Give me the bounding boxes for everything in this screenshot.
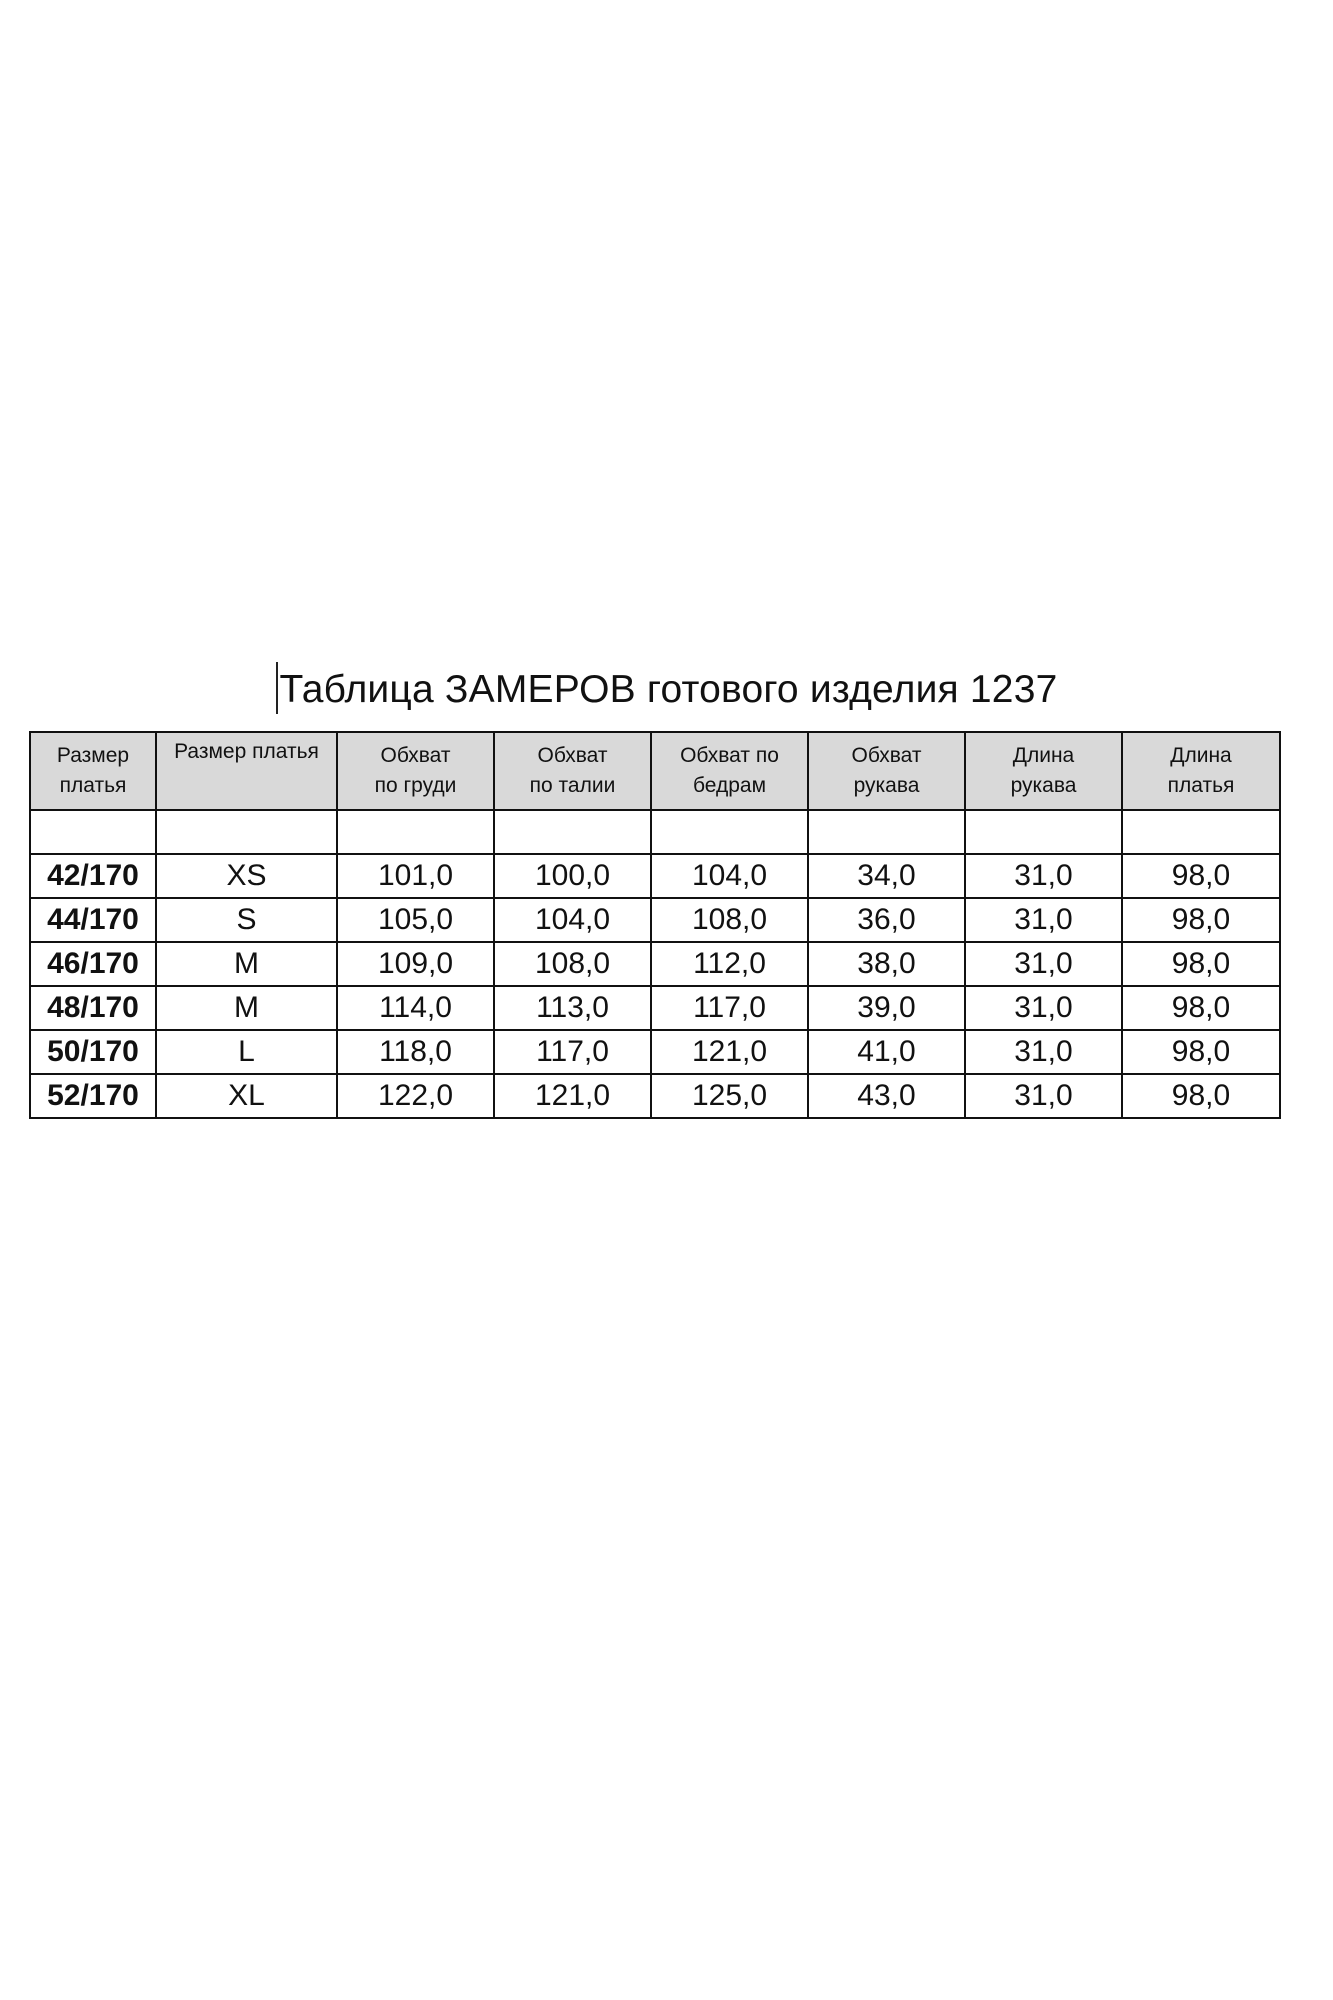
waist-cell: 104,0 xyxy=(494,898,651,942)
document-title-block xyxy=(0,660,1333,720)
header-dress-length: Длина платья xyxy=(1122,732,1280,810)
chest-cell: 109,0 xyxy=(337,942,494,986)
sleeve-girth-cell: 43,0 xyxy=(808,1074,965,1118)
dress-length-cell: 98,0 xyxy=(1122,898,1280,942)
size-letter-cell: XL xyxy=(156,1074,337,1118)
chest-cell: 105,0 xyxy=(337,898,494,942)
measurements-table xyxy=(29,731,1281,1119)
table-row xyxy=(30,1030,1280,1074)
sleeve-length-cell: 31,0 xyxy=(965,942,1122,986)
table-row xyxy=(30,854,1280,898)
document-title: Таблица ЗАМЕРОВ готового изделия 1237 xyxy=(279,668,1058,711)
header-size-letter: Размер платья xyxy=(156,732,337,810)
dress-length-cell: 98,0 xyxy=(1122,854,1280,898)
hips-cell: 117,0 xyxy=(651,986,808,1030)
size-code-cell: 50/170 xyxy=(30,1030,156,1074)
size-code-cell: 52/170 xyxy=(30,1074,156,1118)
hips-cell: 121,0 xyxy=(651,1030,808,1074)
header-waist: Обхват по талии xyxy=(494,732,651,810)
dress-length-cell: 98,0 xyxy=(1122,1074,1280,1118)
size-code-cell: 44/170 xyxy=(30,898,156,942)
chest-cell: 114,0 xyxy=(337,986,494,1030)
sleeve-girth-cell: 36,0 xyxy=(808,898,965,942)
header-hips: Обхват по бедрам xyxy=(651,732,808,810)
sleeve-length-cell: 31,0 xyxy=(965,986,1122,1030)
size-code-cell: 48/170 xyxy=(30,986,156,1030)
sleeve-length-cell: 31,0 xyxy=(965,1030,1122,1074)
chest-cell: 101,0 xyxy=(337,854,494,898)
dress-length-cell: 98,0 xyxy=(1122,1030,1280,1074)
waist-cell: 108,0 xyxy=(494,942,651,986)
size-letter-cell: L xyxy=(156,1030,337,1074)
sleeve-girth-cell: 38,0 xyxy=(808,942,965,986)
sleeve-girth-cell: 34,0 xyxy=(808,854,965,898)
size-code-cell: 42/170 xyxy=(30,854,156,898)
table-row xyxy=(30,942,1280,986)
table-row xyxy=(30,898,1280,942)
table-row xyxy=(30,1074,1280,1118)
hips-cell: 108,0 xyxy=(651,898,808,942)
sleeve-length-cell: 31,0 xyxy=(965,854,1122,898)
waist-cell: 100,0 xyxy=(494,854,651,898)
hips-cell: 112,0 xyxy=(651,942,808,986)
hips-cell: 104,0 xyxy=(651,854,808,898)
sleeve-length-cell: 31,0 xyxy=(965,898,1122,942)
hips-cell: 125,0 xyxy=(651,1074,808,1118)
sleeve-girth-cell: 41,0 xyxy=(808,1030,965,1074)
chest-cell: 122,0 xyxy=(337,1074,494,1118)
header-separator xyxy=(30,810,1280,854)
size-letter-cell: M xyxy=(156,942,337,986)
dress-length-cell: 98,0 xyxy=(1122,942,1280,986)
waist-cell: 113,0 xyxy=(494,986,651,1030)
table-row xyxy=(30,986,1280,1030)
chest-cell: 118,0 xyxy=(337,1030,494,1074)
size-letter-cell: XS xyxy=(156,854,337,898)
header-sleeve-length: Длина рукава xyxy=(965,732,1122,810)
dress-length-cell: 98,0 xyxy=(1122,986,1280,1030)
waist-cell: 121,0 xyxy=(494,1074,651,1118)
sleeve-girth-cell: 39,0 xyxy=(808,986,965,1030)
size-letter-cell: S xyxy=(156,898,337,942)
header-size-code: Размер платья xyxy=(30,732,156,810)
size-code-cell: 46/170 xyxy=(30,942,156,986)
text-cursor-icon xyxy=(276,662,278,714)
table-header-row xyxy=(30,732,1280,810)
header-chest: Обхват по груди xyxy=(337,732,494,810)
sleeve-length-cell: 31,0 xyxy=(965,1074,1122,1118)
size-letter-cell: M xyxy=(156,986,337,1030)
header-sleeve-girth: Обхват рукава xyxy=(808,732,965,810)
waist-cell: 117,0 xyxy=(494,1030,651,1074)
